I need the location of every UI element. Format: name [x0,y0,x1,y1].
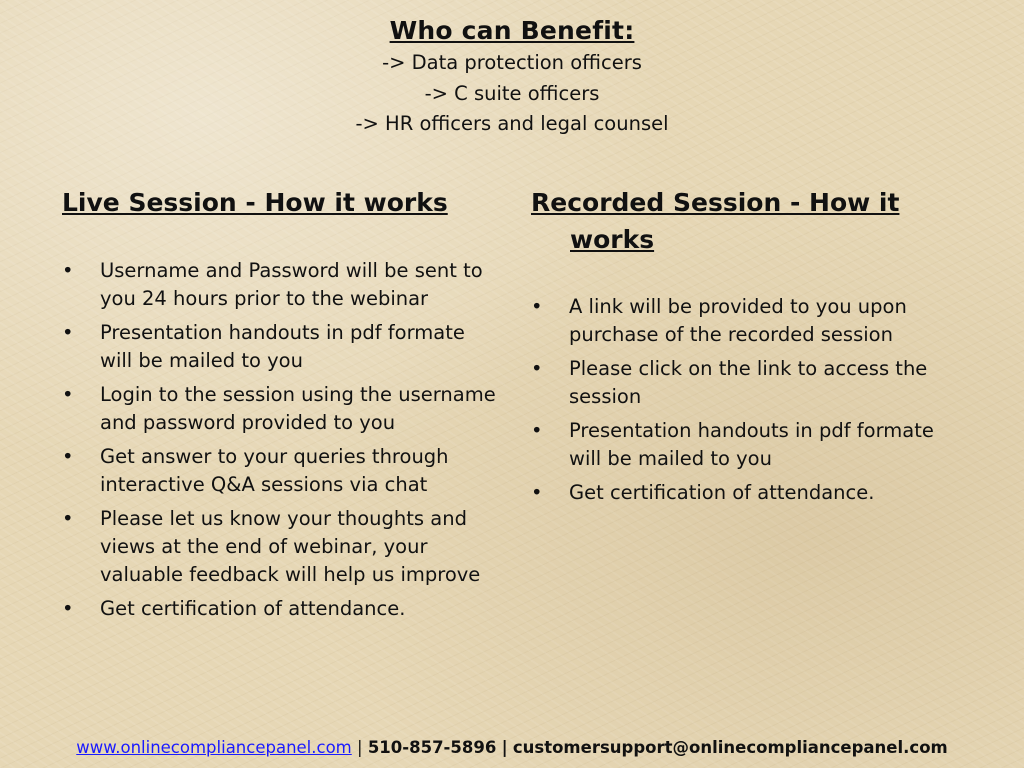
list-item [62,319,502,375]
list-item-text: Please click on the link to access the session [569,357,928,408]
footer-separator: | [357,738,363,757]
bullet-icon: • [531,419,543,442]
who-can-benefit-section [0,14,1024,140]
list-item-text: Login to the session using the username and password provided to you [100,383,496,434]
recorded-session-list [531,293,971,507]
contact-footer [0,736,1024,760]
list-item [62,381,502,437]
bullet-icon: • [62,259,74,282]
live-session-column [62,184,502,629]
live-session-heading [62,184,502,221]
bullet-icon: • [62,507,74,530]
benefit-line-c-suite: -> C suite officers [424,81,600,105]
benefit-line-hr-legal: -> HR officers and legal counsel [355,112,669,135]
list-item-text: Get certification of attendance. [100,597,406,620]
phone-number: 510-857-5896 [367,738,497,757]
footer-separator-2: | [501,738,508,757]
live-session-heading-text: Live Session - How it works [62,188,448,217]
list-item [531,417,971,473]
list-item-text: Get answer to your queries through interactive Q&A sessions via chat [100,445,449,496]
list-item-text: A link will be provided to you upon purchase of the recorded session [569,295,907,346]
recorded-session-column [531,184,971,513]
bullet-icon: • [531,295,543,318]
recorded-session-heading [531,184,971,258]
bullet-icon: • [62,383,74,406]
benefit-line-data-protection: -> Data protection officers [382,51,642,74]
bullet-icon: • [531,357,543,380]
support-email: customersupport@onlinecompliancepanel.com [512,738,948,757]
live-session-list [62,257,502,623]
list-item [531,479,971,507]
list-item-text: Username and Password will be sent to you 24 hours prior to the webinar [100,259,483,310]
list-item [62,595,502,623]
bullet-icon: • [62,321,74,344]
bullet-icon: • [531,481,543,504]
bullet-icon: • [62,445,74,468]
bullet-icon: • [62,597,74,620]
list-item [62,505,502,589]
list-item-text: Get certification of attendance. [569,481,875,504]
list-item [531,355,971,411]
list-item-text: Presentation handouts in pdf formate will be mailed to you [100,321,465,372]
list-item [531,293,971,349]
list-item [62,443,502,499]
list-item [62,257,502,313]
who-can-benefit-title: Who can Benefit: [389,16,635,45]
recorded-session-heading-text: Recorded Session - How it works [531,188,900,254]
list-item-text: Presentation handouts in pdf formate will be mailed to you [569,419,934,470]
website-link[interactable]: www.onlinecompliancepanel.com [76,738,352,757]
list-item-text: Please let us know your thoughts and views at the end of webinar, your valuable feedback will help us improve [100,507,481,586]
